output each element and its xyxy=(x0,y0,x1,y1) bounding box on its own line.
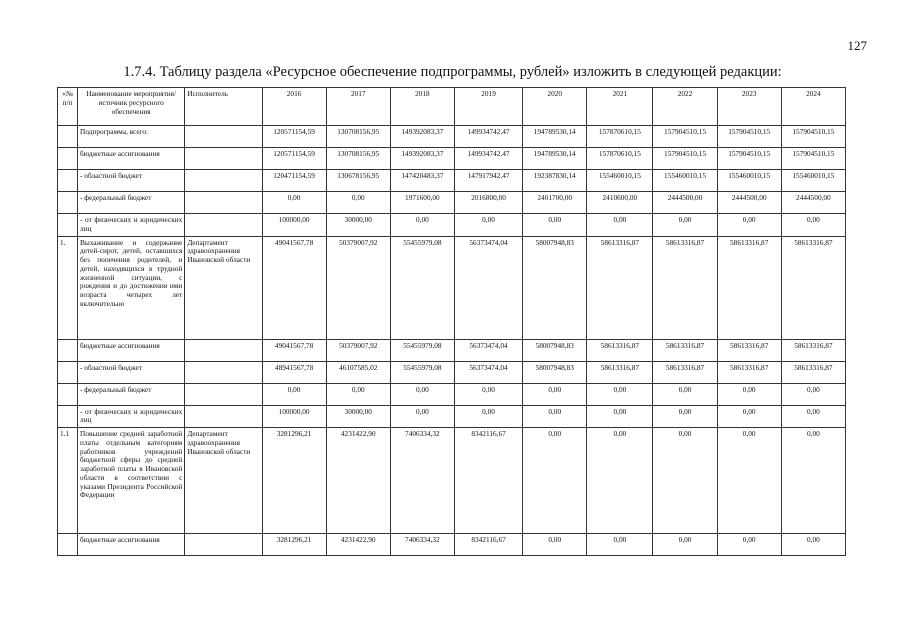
row-value: 58613316,87 xyxy=(653,339,717,361)
table-row xyxy=(58,339,846,361)
row-value: 58613316,87 xyxy=(653,236,717,339)
table-row xyxy=(58,361,846,383)
row-value: 157904510,15 xyxy=(717,148,781,170)
row-name: - областной бюджет xyxy=(78,361,185,383)
row-value: 58613316,87 xyxy=(587,236,653,339)
row-executor xyxy=(185,405,262,428)
row-value: 0,00 xyxy=(781,405,845,428)
row-value: 0,00 xyxy=(390,405,454,428)
row-name: - областной бюджет xyxy=(78,170,185,192)
row-value: 4231422,90 xyxy=(326,534,390,556)
row-index xyxy=(58,405,78,428)
row-value: 157904510,15 xyxy=(653,148,717,170)
resource-table xyxy=(57,87,846,556)
row-executor xyxy=(185,214,262,237)
row-name: Подпрограмма, всего: xyxy=(78,126,185,148)
row-value: 100000,00 xyxy=(262,214,326,237)
row-executor: Департамент здравоохранения Ивановской области xyxy=(185,428,262,534)
row-value: 130708156,95 xyxy=(326,148,390,170)
row-value: 58613316,87 xyxy=(587,361,653,383)
row-value: 157904510,15 xyxy=(781,126,845,148)
row-value: 2016800,00 xyxy=(454,192,522,214)
row-value: 149392083,37 xyxy=(390,148,454,170)
row-value: 0,00 xyxy=(326,383,390,405)
row-index xyxy=(58,534,78,556)
row-value: 50379007,92 xyxy=(326,339,390,361)
table-header-row xyxy=(58,88,846,126)
table-row xyxy=(58,126,846,148)
table-row xyxy=(58,170,846,192)
row-index xyxy=(58,192,78,214)
row-index xyxy=(58,148,78,170)
row-value: 30000,00 xyxy=(326,214,390,237)
row-executor xyxy=(185,534,262,556)
row-value: 149934742,47 xyxy=(454,148,522,170)
row-value: 157870610,15 xyxy=(587,148,653,170)
header-year: 2019 xyxy=(454,88,522,126)
row-value: 155460010,15 xyxy=(653,170,717,192)
row-value: 0,00 xyxy=(717,428,781,534)
row-name: бюджетные ассигнования xyxy=(78,148,185,170)
row-value: 56373474,04 xyxy=(454,236,522,339)
row-executor: Департамент здравоохранения Ивановской области xyxy=(185,236,262,339)
row-value: 0,00 xyxy=(717,214,781,237)
row-value: 0,00 xyxy=(653,214,717,237)
row-value: 2410600,00 xyxy=(587,192,653,214)
row-value: 149392083,37 xyxy=(390,126,454,148)
row-value: 155460010,15 xyxy=(781,170,845,192)
row-value: 0,00 xyxy=(390,214,454,237)
row-value: 100000,00 xyxy=(262,405,326,428)
header-year: 2020 xyxy=(523,88,587,126)
row-value: 155460010,15 xyxy=(587,170,653,192)
row-value: 120571154,59 xyxy=(262,148,326,170)
row-value: 55455979,08 xyxy=(390,361,454,383)
row-value: 3281296,21 xyxy=(262,428,326,534)
row-name: - федеральный бюджет xyxy=(78,383,185,405)
table-row xyxy=(58,383,846,405)
row-value: 58613316,87 xyxy=(781,339,845,361)
row-value: 0,00 xyxy=(587,383,653,405)
row-executor xyxy=(185,339,262,361)
row-value: 58613316,87 xyxy=(587,339,653,361)
row-value: 0,00 xyxy=(523,534,587,556)
row-value: 0,00 xyxy=(262,192,326,214)
row-value: 130708156,95 xyxy=(326,126,390,148)
row-executor xyxy=(185,192,262,214)
header-year: 2023 xyxy=(717,88,781,126)
row-value: 157904510,15 xyxy=(653,126,717,148)
row-value: 4231422,90 xyxy=(326,428,390,534)
row-value: 157870610,15 xyxy=(587,126,653,148)
row-index xyxy=(58,126,78,148)
row-value: 0,00 xyxy=(781,534,845,556)
row-value: 0,00 xyxy=(326,192,390,214)
row-value: 8342116,67 xyxy=(454,534,522,556)
row-name: бюджетные ассигнования xyxy=(78,339,185,361)
row-value: 50379007,92 xyxy=(326,236,390,339)
row-value: 7406334,32 xyxy=(390,534,454,556)
row-executor xyxy=(185,170,262,192)
row-value: 0,00 xyxy=(587,534,653,556)
header-year: 2024 xyxy=(781,88,845,126)
row-value: 0,00 xyxy=(454,405,522,428)
row-value: 0,00 xyxy=(390,383,454,405)
row-value: 58007948,83 xyxy=(523,361,587,383)
table-row xyxy=(58,148,846,170)
row-value: 120471154,59 xyxy=(262,170,326,192)
row-value: 0,00 xyxy=(587,428,653,534)
row-value: 1971600,00 xyxy=(390,192,454,214)
row-value: 58613316,87 xyxy=(717,339,781,361)
row-name: - от физических и юридических лиц xyxy=(78,214,185,237)
row-value: 7406334,32 xyxy=(390,428,454,534)
row-index xyxy=(58,170,78,192)
row-value: 55455979,08 xyxy=(390,236,454,339)
row-value: 0,00 xyxy=(587,405,653,428)
row-value: 0,00 xyxy=(262,383,326,405)
row-value: 0,00 xyxy=(587,214,653,237)
row-value: 58613316,87 xyxy=(781,236,845,339)
row-name: Повышение средней заработной платы отдельным категориям работников учреждений бюджетной сферы до средней заработной платы в Ивановской области в соответствии с указами Президента Российской Федерации xyxy=(78,428,185,534)
table-row xyxy=(58,192,846,214)
table-row xyxy=(58,236,846,339)
header-year: 2018 xyxy=(390,88,454,126)
row-value: 55455979,08 xyxy=(390,339,454,361)
header-index: «№ п/п xyxy=(58,88,78,126)
row-value: 155460010,15 xyxy=(717,170,781,192)
row-executor xyxy=(185,361,262,383)
row-value: 2444500,00 xyxy=(653,192,717,214)
row-index xyxy=(58,361,78,383)
row-value: 147917942,47 xyxy=(454,170,522,192)
row-value: 0,00 xyxy=(454,383,522,405)
row-value: 56373474,04 xyxy=(454,339,522,361)
header-year: 2016 xyxy=(262,88,326,126)
table-row xyxy=(58,534,846,556)
row-index: 1.1 xyxy=(58,428,78,534)
section-heading: 1.7.4. Таблицу раздела «Ресурсное обеспечение подпрограммы, рублей» изложить в следующей редакции: xyxy=(123,64,782,80)
row-value: 0,00 xyxy=(653,534,717,556)
row-value: 194789530,14 xyxy=(523,126,587,148)
table-row xyxy=(58,405,846,428)
row-value: 149934742,47 xyxy=(454,126,522,148)
row-index: 1. xyxy=(58,236,78,339)
row-value: 48941567,78 xyxy=(262,361,326,383)
header-year: 2021 xyxy=(587,88,653,126)
row-value: 157904510,15 xyxy=(781,148,845,170)
row-value: 0,00 xyxy=(523,214,587,237)
row-value: 194789530,14 xyxy=(523,148,587,170)
header-executor: Исполнитель xyxy=(185,88,262,126)
row-index xyxy=(58,214,78,237)
row-executor xyxy=(185,383,262,405)
row-value: 0,00 xyxy=(717,383,781,405)
row-value: 0,00 xyxy=(523,428,587,534)
row-value: 192387830,14 xyxy=(523,170,587,192)
row-value: 130678156,95 xyxy=(326,170,390,192)
row-value: 58613316,87 xyxy=(781,361,845,383)
row-value: 157904510,15 xyxy=(717,126,781,148)
page-number: 127 xyxy=(847,38,867,53)
header-year: 2017 xyxy=(326,88,390,126)
row-value: 2401700,00 xyxy=(523,192,587,214)
row-value: 0,00 xyxy=(653,428,717,534)
row-value: 2444500,00 xyxy=(717,192,781,214)
row-value: 0,00 xyxy=(781,383,845,405)
row-name: Выхаживание и содержание детей-сирот, детей, оставшихся без попечения родителей, и детей, находящихся в трудной жизненной ситуации, с рождения и до достижения ими возраста четырех лет включительно xyxy=(78,236,185,339)
row-value: 0,00 xyxy=(653,405,717,428)
header-name: Наименование мероприятия/источник ресурсного обеспечения xyxy=(78,88,185,126)
table-row xyxy=(58,214,846,237)
row-value: 0,00 xyxy=(781,214,845,237)
row-value: 49041567,78 xyxy=(262,236,326,339)
row-value: 58007948,83 xyxy=(523,236,587,339)
row-value: 0,00 xyxy=(781,428,845,534)
row-value: 58613316,87 xyxy=(717,361,781,383)
row-name: бюджетные ассигнования xyxy=(78,534,185,556)
row-value: 0,00 xyxy=(717,534,781,556)
row-value: 46107585,02 xyxy=(326,361,390,383)
row-value: 58613316,87 xyxy=(653,361,717,383)
row-name: - от физических и юридических лиц xyxy=(78,405,185,428)
row-value: 58613316,87 xyxy=(717,236,781,339)
row-value: 2444500,00 xyxy=(781,192,845,214)
row-value: 30000,00 xyxy=(326,405,390,428)
row-value: 0,00 xyxy=(717,405,781,428)
row-index xyxy=(58,339,78,361)
row-value: 120571154,59 xyxy=(262,126,326,148)
row-value: 147420483,37 xyxy=(390,170,454,192)
row-executor xyxy=(185,148,262,170)
table-row xyxy=(58,428,846,534)
header-year: 2022 xyxy=(653,88,717,126)
row-index xyxy=(58,383,78,405)
row-name: - федеральный бюджет xyxy=(78,192,185,214)
row-value: 58007948,83 xyxy=(523,339,587,361)
row-value: 49041567,78 xyxy=(262,339,326,361)
row-value: 0,00 xyxy=(653,383,717,405)
row-value: 0,00 xyxy=(454,214,522,237)
row-value: 56373474,04 xyxy=(454,361,522,383)
row-value: 0,00 xyxy=(523,405,587,428)
row-value: 0,00 xyxy=(523,383,587,405)
row-executor xyxy=(185,126,262,148)
row-value: 8342116,67 xyxy=(454,428,522,534)
row-value: 3281296,21 xyxy=(262,534,326,556)
